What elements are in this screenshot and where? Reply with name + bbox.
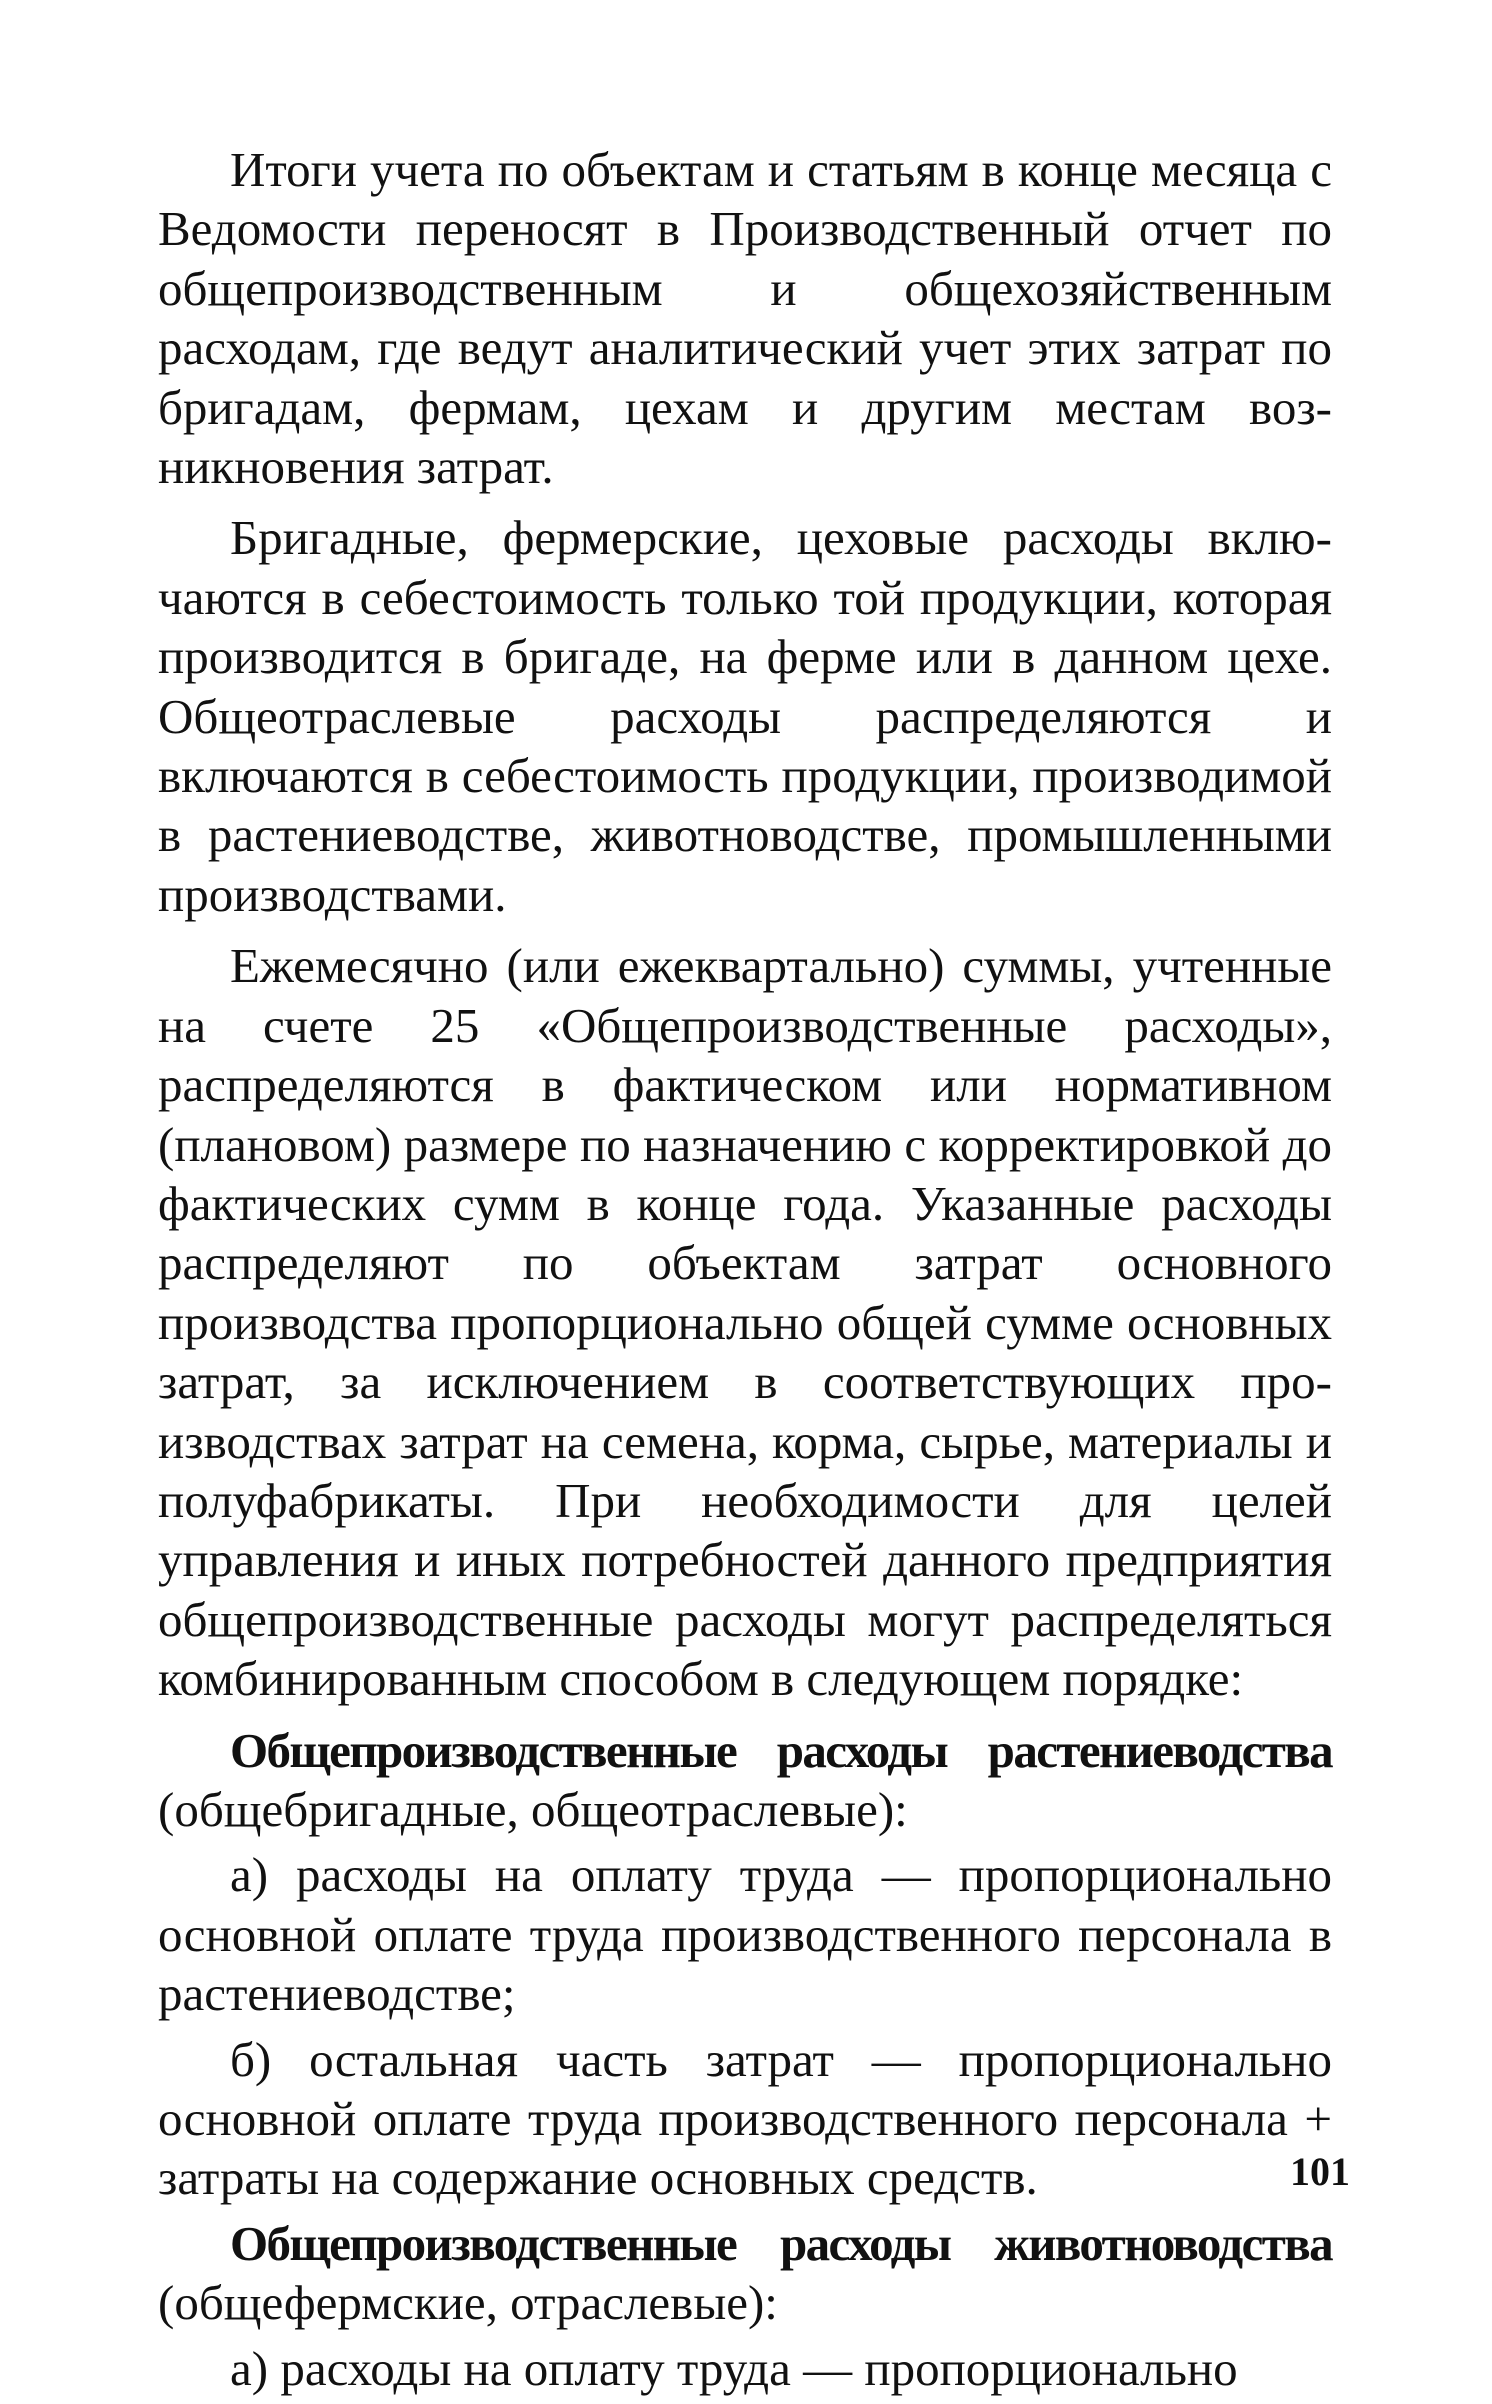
section-heading-livestock bbox=[158, 2214, 1332, 2333]
crop-item-a: а) расходы на оплату труда — пропорционально основной оплате труда производственного персонала в растениеводстве; bbox=[158, 1847, 1332, 2022]
livestock-item-a: а) расходы на оплату труда — пропорционально bbox=[230, 2340, 1238, 2396]
livestock-heading-bold: Общепроизводственные расходы животноводства bbox=[230, 2215, 1332, 2271]
crop-subheading: (общебригадные, общеотраслевые): bbox=[158, 1781, 908, 1837]
text-column bbox=[158, 140, 1350, 2404]
livestock-subheading: (общефермские, отраслевые): bbox=[158, 2275, 778, 2331]
page-number: 101 bbox=[1290, 2149, 1350, 2194]
section-heading-crop-production bbox=[158, 1721, 1332, 1840]
paragraph-brigade-expenses: Бригадные, фермерские, цеховые расходы включаются в себестоимость только той продукции, которая производится в бригаде, на ферме или в данном цехе. Общеотраслевые расходы распределяются и включаются в себестоимость продукции, производимой в растениеводстве, животноводстве, промышленными производствами. bbox=[158, 510, 1332, 922]
crop-heading-bold: Общепроизводственные расходы растениеводства bbox=[230, 1722, 1332, 1778]
paragraph-accounting-results: Итоги учета по объектам и статьям в конце месяца с Ведомости переносят в Производственный отчет по общепроизводственным и общехозяйственным расходам, где ведут аналитический учет этих затрат по бригадам, фермам, цехам и другим местам возникновения затрат. bbox=[158, 142, 1332, 495]
crop-item-b: б) остальная часть затрат — пропорционально основной оплате труда производственного персонала + затраты на содержание основных средств. bbox=[158, 2031, 1332, 2206]
paragraph-monthly-distribution: Ежемесячно (или ежеквартально) суммы, учтенные на счете 25 «Общепроизводственные расходы», распределяются в фактическом или нормативном (плановом) размере по назначению с корректировкой до фактических сумм в конце года. Указанные расходы распределяют по объектам затрат основного производства пропорционально общей сумме основных затрат, за исключением в соответствующих производствах затрат на семена, корма, сырье, материалы и полуфабрикаты. При необходимости для целей управления и иных потребностей данного предприятия общепроизводственные расходы могут распределяться комбинированным способом в следующем порядке: bbox=[158, 938, 1332, 1707]
